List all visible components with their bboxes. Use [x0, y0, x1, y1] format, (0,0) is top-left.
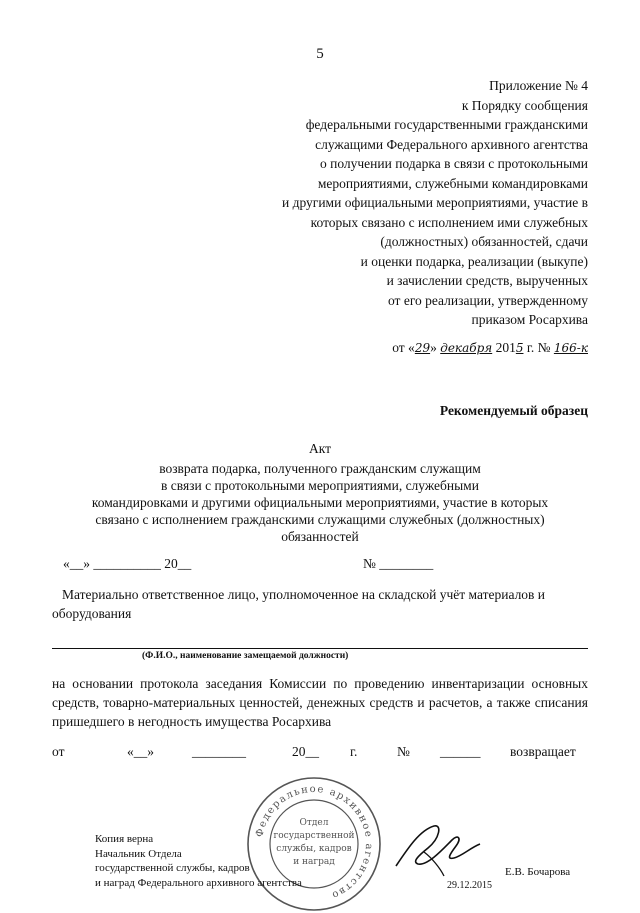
responsible-person-text: Материально ответственное лицо, уполномоченное на складской учёт материалов и оборудования: [52, 587, 546, 621]
appendix-line: федеральными государственными гражданскими: [305, 117, 588, 132]
appendix-line: приказом Росархива: [471, 312, 588, 327]
appendix-line: и другими официальными мероприятиями, участие в: [282, 195, 588, 210]
act-title-line: возврата подарка, полученного гражданским служащим: [159, 461, 481, 476]
order-date-line: [392, 340, 588, 356]
act-title-line: связано с исполнением гражданскими служащими служебных (должностных): [95, 512, 545, 527]
appendix-line: и оценки подарка, реализации (выкупе): [360, 253, 588, 269]
act-number-line: [63, 556, 434, 572]
return-no: №: [397, 744, 410, 759]
return-line: [52, 744, 588, 764]
return-month: ________: [192, 744, 246, 759]
appendix-line: к Порядку сообщения: [461, 97, 588, 113]
signature-caption: (Ф.И.О., наименование замещаемой должности): [142, 651, 349, 661]
order-number-prefix: г. №: [523, 340, 554, 355]
return-year: 20__: [292, 744, 319, 759]
order-date-prefix: от «: [392, 340, 415, 355]
stamp-line: и наград: [293, 857, 335, 867]
signature-line: [52, 648, 588, 649]
return-num: ______: [440, 744, 481, 759]
return-verb: возвращает: [510, 744, 576, 759]
appendix-line: которых связано с исполнением ими служебных: [310, 214, 588, 230]
act-title-line: в связи с протокольными мероприятиями, служебными: [161, 478, 479, 493]
appendix-line: от его реализации, утвержденному: [387, 292, 588, 308]
act-heading: Акт: [308, 441, 332, 456]
act-title-line: обязанностей: [281, 529, 359, 544]
act-title: [60, 440, 580, 545]
handwritten-signature: [388, 818, 488, 880]
order-year-prefix: 201: [492, 340, 516, 355]
act-number-blank: № ________: [363, 556, 434, 571]
act-title-line: командировками и другими официальными мероприятиями, участие в которых: [91, 495, 549, 510]
appendix-line: Приложение № 4: [489, 78, 588, 93]
return-g: г.: [350, 744, 358, 759]
order-day: 29: [414, 341, 431, 355]
certification-block: [95, 832, 302, 890]
order-number: 166-к: [553, 341, 588, 355]
stamp-line: государственной: [273, 831, 355, 841]
stamp-line: Отдел: [299, 818, 329, 828]
page-number: 5: [316, 46, 324, 62]
return-day: «__»: [127, 744, 154, 759]
return-from: от: [52, 744, 65, 759]
certification-line: государственной службы, кадров: [95, 862, 250, 874]
appendix-line: и зачислении средств, вырученных: [386, 273, 588, 288]
appendix-line: о получении подарка в связи с протокольными: [319, 156, 588, 171]
certification-date: 29.12.2015: [447, 880, 492, 891]
certification-line: Начальник Отдела: [95, 847, 182, 860]
stamp-line: службы, кадров: [276, 844, 352, 854]
appendix-line: мероприятиями, служебными командировками: [317, 175, 588, 191]
signer-name: Е.В. Бочарова: [505, 866, 571, 878]
appendix-line: служащими Федерального архивного агентства: [315, 136, 588, 152]
appendix-line: (должностных) обязанностей, сдачи: [380, 234, 588, 249]
sample-label: Рекомендуемый образец: [439, 403, 588, 418]
certification-line: Копия верна: [95, 833, 154, 845]
order-date-mid: »: [430, 340, 441, 355]
certification-line: и наград Федерального архивного агентства: [95, 876, 302, 889]
appendix-header: [282, 76, 588, 330]
order-year-suffix: 5: [515, 341, 524, 355]
basis-text: на основании протокола заседания Комиссии по проведению инвентаризации основных средств, товарно-материальных ценностей, денежных средств и расчетов, а также списания пришедшего в негодность имущества Росархива: [52, 676, 588, 729]
stamp-ring-text: Федеральное архивное агентство: [254, 783, 375, 901]
order-month: декабря: [440, 341, 493, 355]
act-date-blank: «__» __________ 20__: [63, 556, 192, 571]
